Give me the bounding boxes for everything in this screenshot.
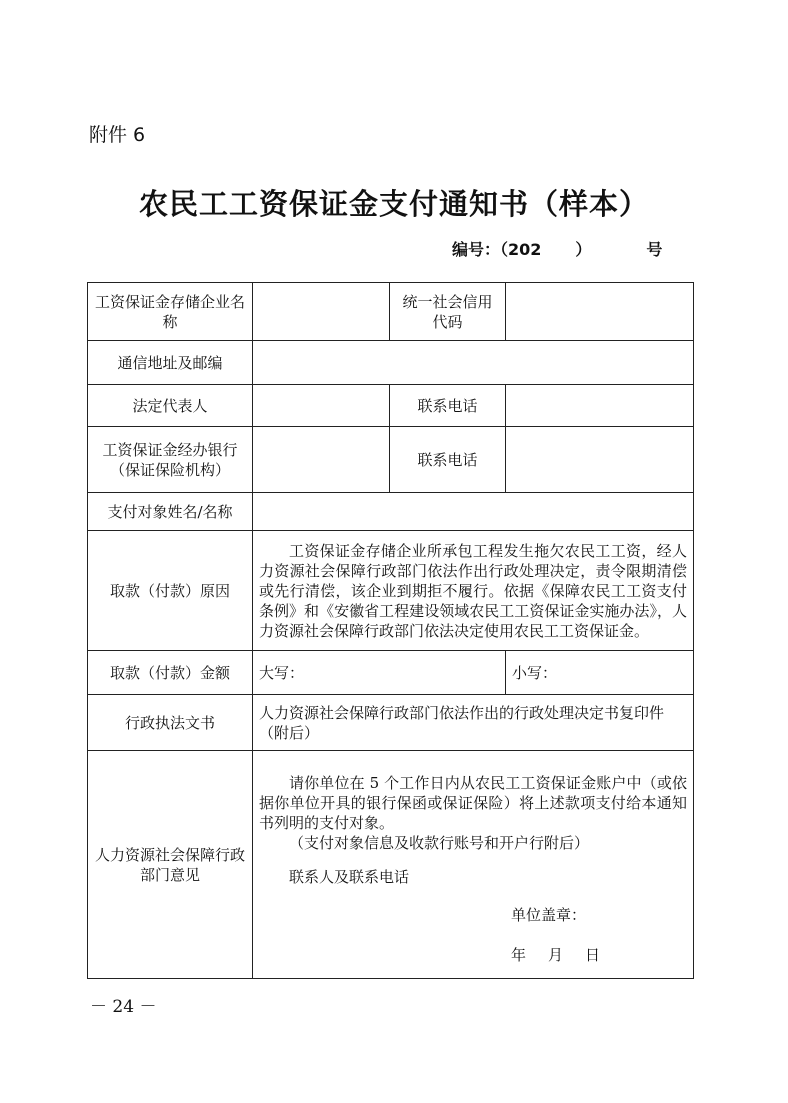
bank-label: 工资保证金经办银行（保证保险机构） <box>88 427 253 493</box>
date-line <box>259 945 687 965</box>
enforcement-label: 行政执法文书 <box>88 695 253 751</box>
contact-line: 联系人及联系电话 <box>289 868 410 886</box>
payee-field[interactable] <box>253 493 694 531</box>
attachment-label: 附件 6 <box>89 124 146 146</box>
amount-figures-field[interactable]: 小写： <box>506 651 694 695</box>
table-row <box>88 531 694 651</box>
amount-words-field[interactable]: 大写： <box>253 651 506 695</box>
table-row <box>88 341 694 385</box>
legal-rep-label: 法定代表人 <box>88 385 253 427</box>
deposit-company-field[interactable] <box>253 283 390 341</box>
opinion-cell <box>253 751 694 979</box>
doc-number-prefix: 编号：（202 <box>452 240 542 259</box>
table-row <box>88 427 694 493</box>
table-row <box>88 695 694 751</box>
credit-code-label: 统一社会信用代码 <box>390 283 506 341</box>
address-label: 通信地址及邮编 <box>88 341 253 385</box>
payee-label: 支付对象姓名/名称 <box>88 493 253 531</box>
date-day: 日 <box>585 946 601 964</box>
seal-line: 单位盖章： <box>511 906 587 924</box>
reason-label: 取款（付款）原因 <box>88 531 253 651</box>
table-row <box>88 385 694 427</box>
phone-label-1: 联系电话 <box>390 385 506 427</box>
legal-rep-field[interactable] <box>253 385 390 427</box>
opinion-text: 请你单位在 5 个工作日内从农民工工资保证金账户中（或依据你单位开具的银行保函或保证保险）将上述款项支付给本通知书列明的支付对象。 <box>259 774 687 832</box>
phone-field-2[interactable] <box>506 427 694 493</box>
table-row <box>88 651 694 695</box>
amount-label: 取款（付款）金额 <box>88 651 253 695</box>
deposit-company-label: 工资保证金存储企业名称 <box>88 283 253 341</box>
notice-form-table <box>87 282 694 979</box>
page-number: － 24 － <box>90 997 157 1017</box>
doc-number-suffix: 号 <box>646 240 663 259</box>
address-field[interactable] <box>253 341 694 385</box>
table-row <box>88 751 694 979</box>
page-title: 农民工工资保证金支付通知书（样本） <box>138 187 649 221</box>
date-year: 年 <box>511 946 527 964</box>
date-month: 月 <box>548 946 564 964</box>
bank-field[interactable] <box>253 427 390 493</box>
enforcement-text: 人力资源社会保障行政部门依法作出的行政处理决定书复印件（附后） <box>253 695 694 751</box>
table-row <box>88 493 694 531</box>
credit-code-field[interactable] <box>506 283 694 341</box>
doc-number-close: ） <box>575 240 592 259</box>
opinion-note: （支付对象信息及收款行账号和开户行附后） <box>289 834 590 852</box>
phone-label-2: 联系电话 <box>390 427 506 493</box>
document-number <box>452 237 662 260</box>
phone-field-1[interactable] <box>506 385 694 427</box>
reason-text: 工资保证金存储企业所承包工程发生拖欠农民工工资，经人力资源社会保障行政部门依法作出行政处理决定，责令限期清偿或先行清偿，该企业到期拒不履行。依据《保障农民工工资支付条例》和《安徽省工程建设领域农民工工资保证金实施办法》，人力资源社会保障行政部门依法决定使用农民工工资保证金。 <box>253 531 694 651</box>
opinion-label: 人力资源社会保障行政部门意见 <box>88 751 253 979</box>
table-row <box>88 283 694 341</box>
